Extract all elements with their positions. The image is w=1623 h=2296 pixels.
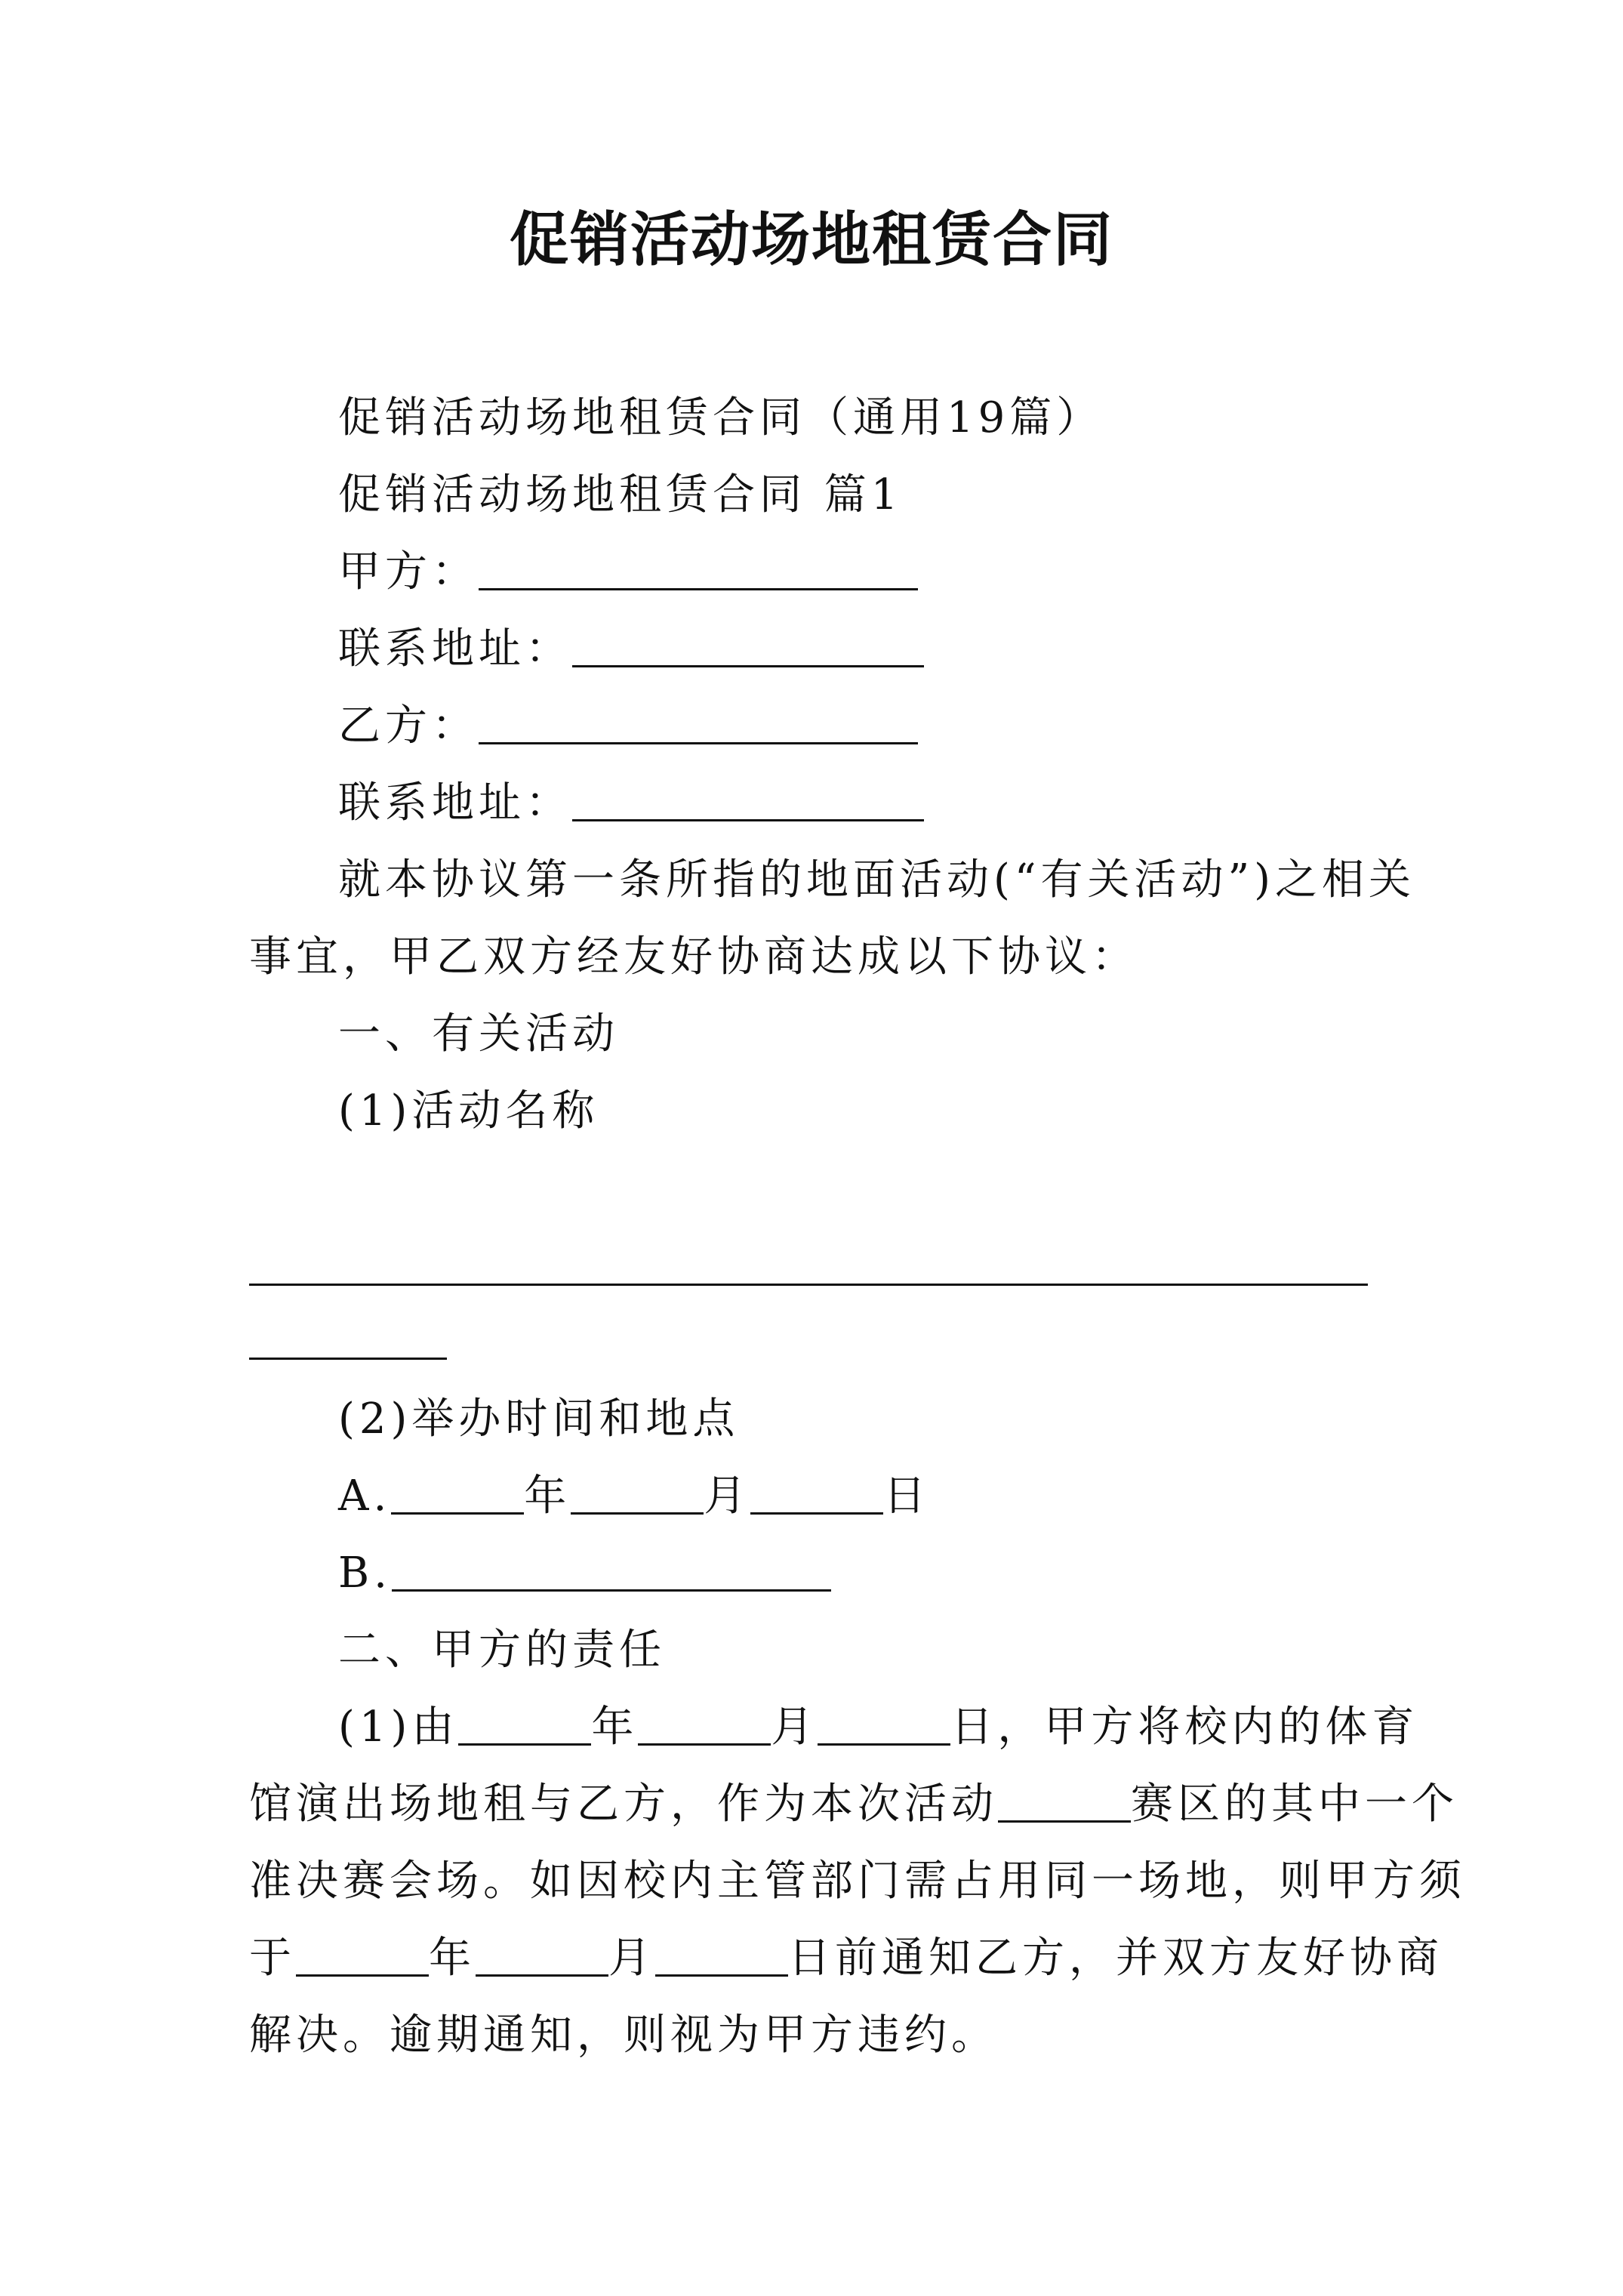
party-a-label: 甲方：	[338, 547, 479, 596]
location-blank	[392, 1544, 831, 1592]
party-b-address-label: 联系地址：	[338, 778, 572, 827]
item-2-1-line-2-tail: 赛区的其中一个	[1131, 1780, 1458, 1829]
day-blank	[750, 1467, 883, 1515]
notice-month-blank	[476, 1929, 608, 1977]
activity-name-blank-line-1	[249, 1284, 1368, 1286]
notice-day-blank	[655, 1929, 788, 1977]
location-prefix-b: B.	[338, 1549, 392, 1598]
location-row-b	[338, 1543, 831, 1604]
item-2-1-line-3: 准决赛会场。如因校内主管部门需占用同一场地，则甲方须	[249, 1857, 1466, 1906]
year-label: 年	[524, 1472, 571, 1521]
year-blank	[391, 1467, 524, 1515]
item-2-1-line-4-tail: 日前通知乙方，并双方友好协商	[788, 1934, 1443, 1983]
item-2-1-line-1-tail: 日，甲方将校内的体育	[950, 1703, 1419, 1752]
item-2-1-line-4-head: 于	[249, 1934, 296, 1983]
start-year-label: 年	[591, 1703, 639, 1752]
start-month-blank	[638, 1698, 771, 1746]
party-a-blank	[479, 543, 918, 590]
activity-name-blank-line-2	[249, 1358, 447, 1360]
party-a-address-row	[338, 619, 924, 680]
intro-line-2: 事宜，甲乙双方经友好协商达成以下协议：	[249, 932, 1138, 982]
party-a-row	[338, 542, 918, 603]
section-heading: 促销活动场地租赁合同 篇1	[338, 470, 903, 519]
document-title: 促销活动场地租赁合同	[509, 205, 1113, 274]
notice-year-blank	[296, 1929, 429, 1977]
heading-2: 二、甲方的责任	[338, 1626, 666, 1675]
document-subtitle: 促销活动场地租赁合同（通用19篇）	[338, 393, 1104, 442]
division-blank	[998, 1775, 1131, 1823]
item-2-1-line-1	[338, 1697, 1418, 1758]
day-label: 日	[883, 1472, 931, 1521]
item-1-2: (2)举办时间和地点	[338, 1395, 740, 1444]
party-b-address-blank	[572, 774, 924, 821]
party-a-address-label: 联系地址：	[338, 624, 572, 673]
date-row-a	[338, 1466, 930, 1527]
start-year-blank	[458, 1698, 591, 1746]
intro-line-1: 就本协议第一条所指的地面活动(“有关活动”)之相关	[338, 855, 1415, 905]
notice-month-label: 月	[608, 1934, 655, 1983]
item-2-1-line-4	[249, 1928, 1443, 1989]
start-month-label: 月	[771, 1703, 818, 1752]
party-b-blank	[479, 697, 918, 744]
party-b-row	[338, 696, 918, 757]
party-b-address-row	[338, 773, 924, 834]
item-2-1-line-5: 解决。逾期通知，则视为甲方违约。	[249, 2011, 998, 2060]
party-a-address-blank	[572, 620, 924, 667]
item-1-1: (1)活动名称	[338, 1086, 599, 1136]
item-2-1-line-2	[249, 1774, 1458, 1835]
notice-year-label: 年	[429, 1934, 476, 1983]
month-label: 月	[704, 1472, 751, 1521]
month-blank	[571, 1467, 704, 1515]
party-b-label: 乙方：	[338, 701, 479, 750]
item-2-1-prefix: (1)由	[338, 1703, 459, 1752]
start-day-blank	[818, 1698, 950, 1746]
item-2-1-line-2-head: 馆演出场地租与乙方，作为本次活动	[249, 1780, 998, 1829]
heading-1: 一、有关活动	[338, 1009, 619, 1059]
date-prefix-a: A.	[338, 1472, 392, 1521]
